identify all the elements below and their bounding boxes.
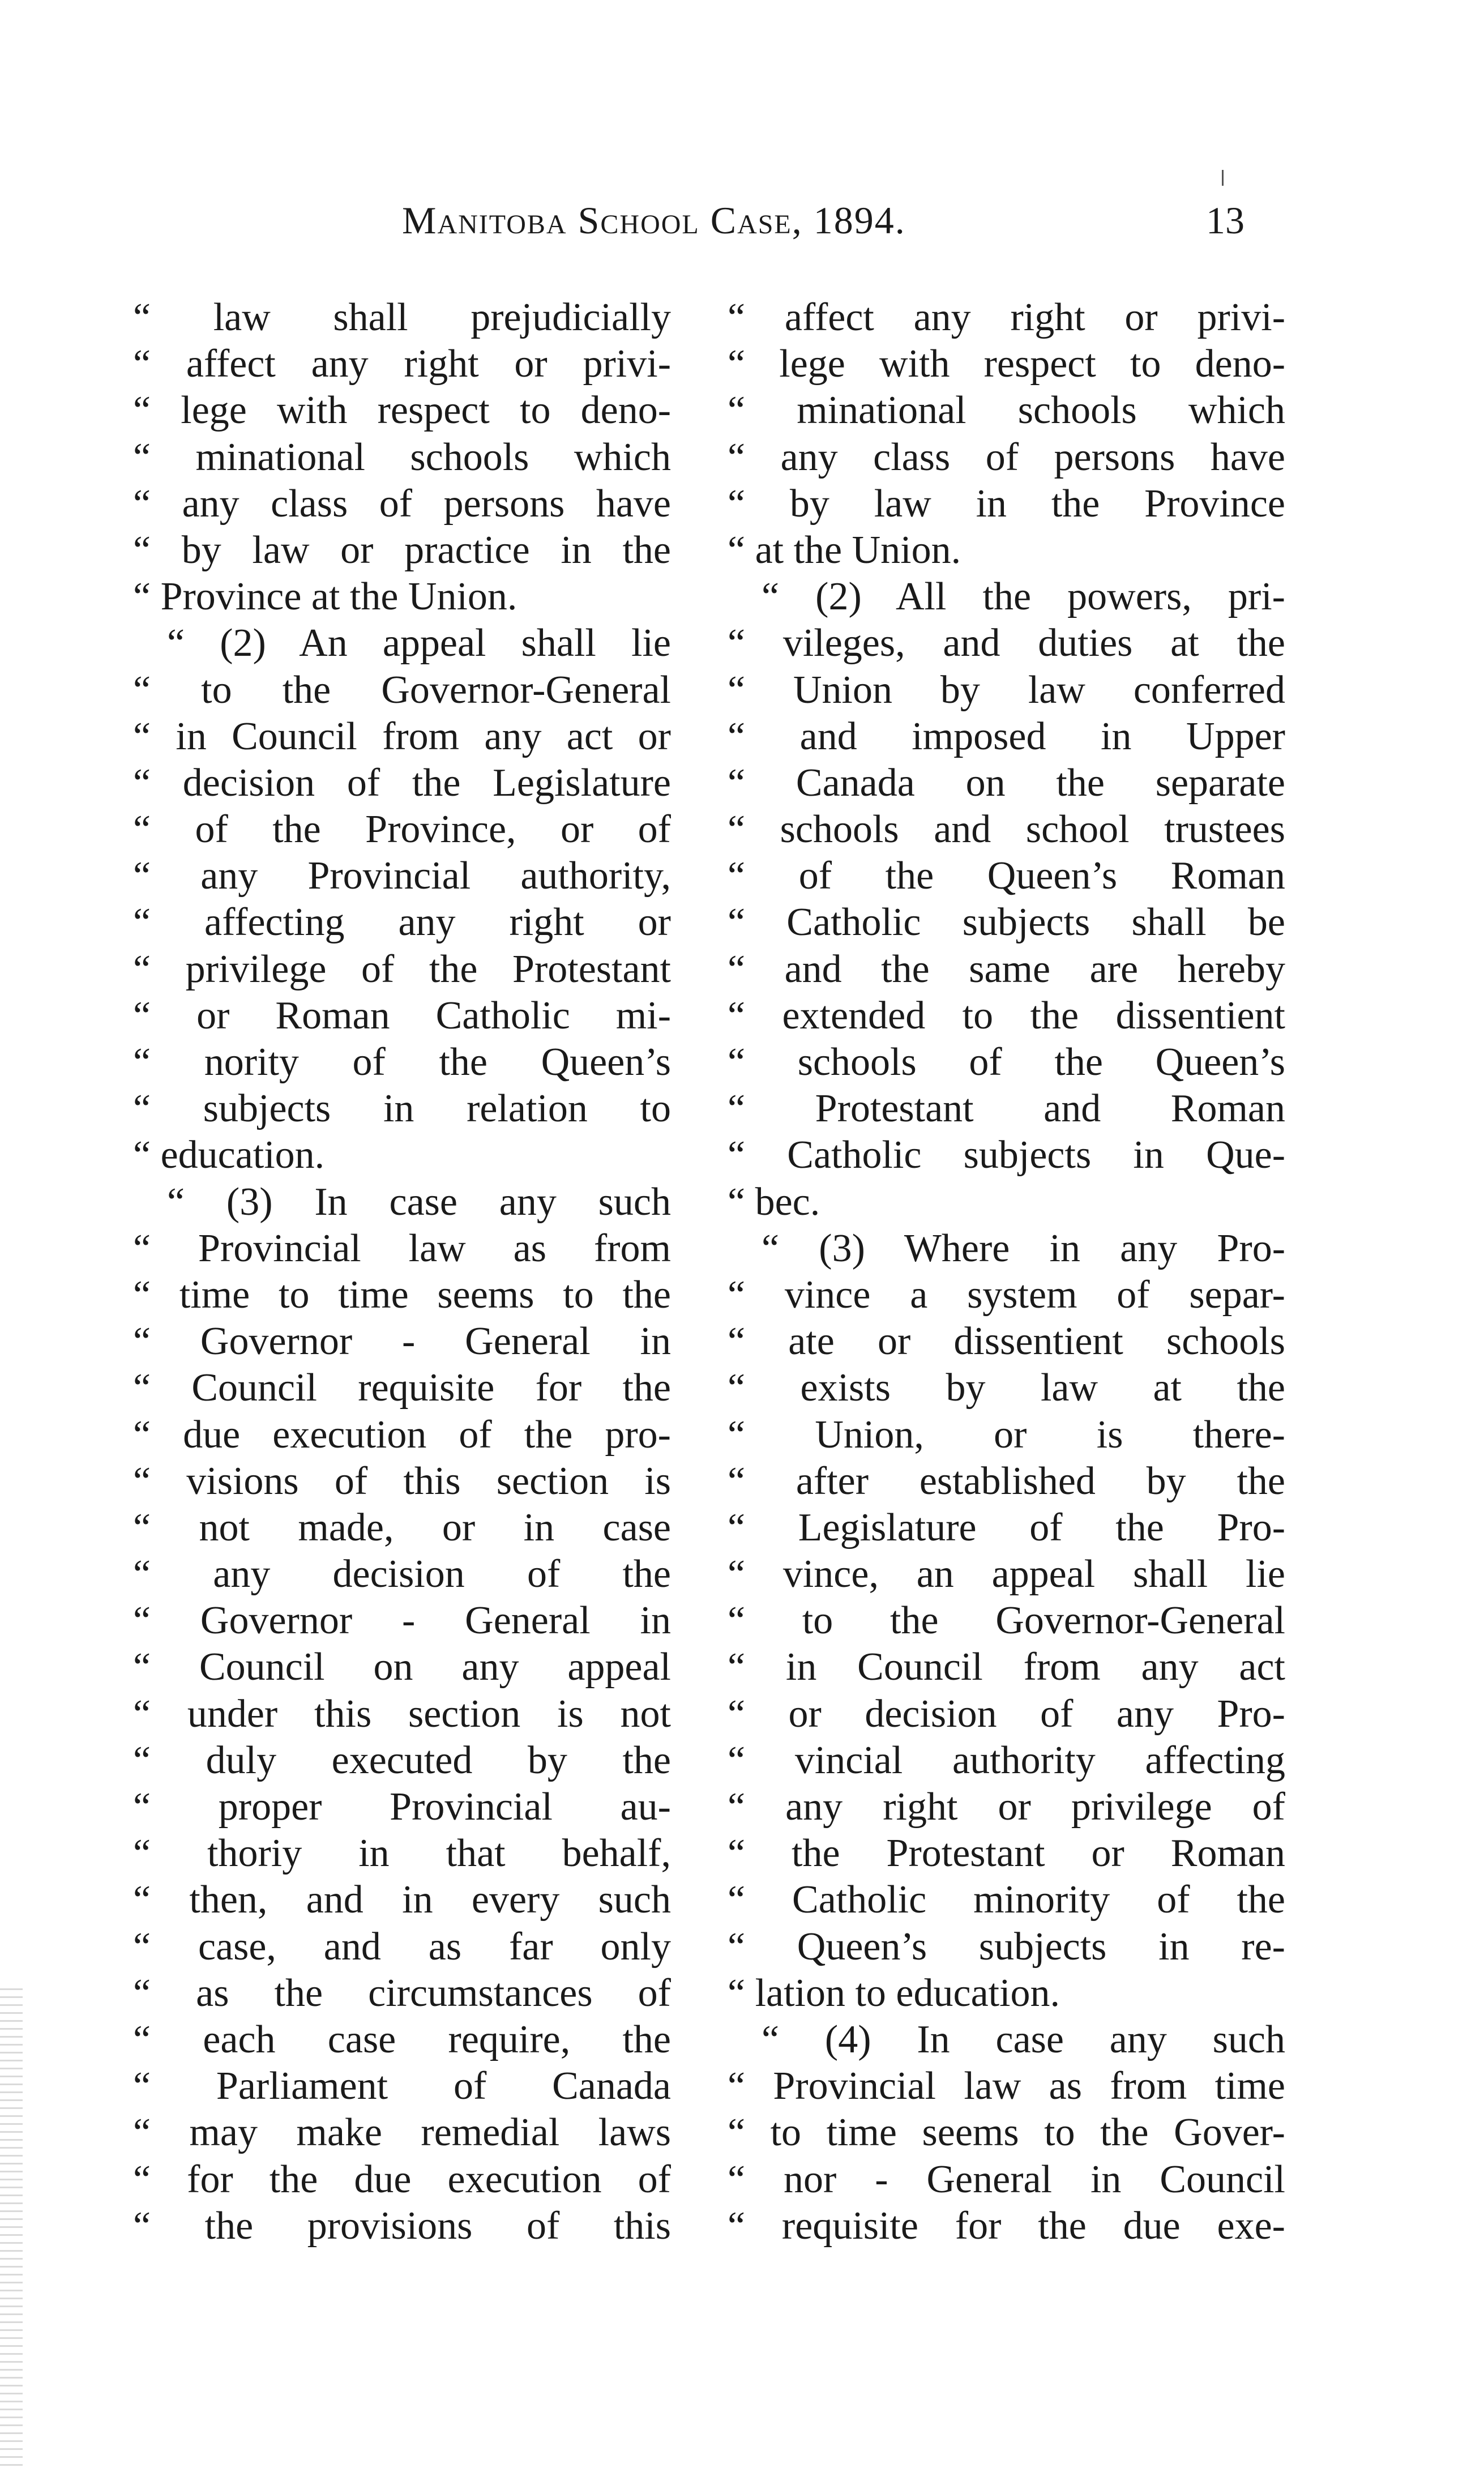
- text-line: “ under this section is not: [133, 1692, 671, 1736]
- text-line: “ any decision of the: [133, 1552, 671, 1596]
- text-line: “ Provincial law as from: [133, 1226, 671, 1270]
- running-title: Manitoba School Case, 1894.: [402, 199, 906, 242]
- text-line: “ not made, or in case: [133, 1505, 671, 1549]
- text-line: “ minational schools which: [133, 435, 671, 479]
- text-line: “ affect any right or privi-: [728, 296, 1285, 339]
- text-line: “ time to time seems to the: [133, 1273, 671, 1317]
- text-line: “ in Council from any act or: [133, 714, 671, 758]
- text-line: “ decision of the Legislature: [133, 761, 671, 805]
- text-line: “ nor - General in Council: [728, 2157, 1285, 2201]
- text-line: “ in Council from any act: [728, 1645, 1285, 1689]
- text-line: “ by law in the Province: [728, 481, 1285, 526]
- text-line: “ as the circumstances of: [133, 1971, 671, 2015]
- text-line: “ Union by law conferred: [728, 668, 1285, 712]
- text-line: “ to time seems to the Gover-: [728, 2111, 1285, 2155]
- text-line: “ affect any right or privi-: [133, 342, 671, 386]
- text-line: “ exists by law at the: [728, 1366, 1285, 1410]
- text-line: “ bec.: [728, 1180, 820, 1224]
- text-line: “ the provisions of this: [133, 2204, 671, 2248]
- text-line: “ duly executed by the: [133, 1738, 671, 1782]
- text-line: “ or Roman Catholic mi-: [133, 993, 671, 1038]
- text-line: “ (3) Where in any Pro-: [762, 1226, 1285, 1270]
- text-line: “ of the Province, or of: [133, 808, 671, 852]
- text-line: “ Union, or is there-: [728, 1412, 1285, 1457]
- text-line: “ for the due execution of: [133, 2157, 671, 2201]
- text-line: “ Council requisite for the: [133, 1366, 671, 1410]
- text-line: “ thoriy in that behalf,: [133, 1831, 671, 1876]
- margin-speckle: [0, 1982, 23, 2469]
- text-line: “ then, and in every such: [133, 1878, 671, 1922]
- text-line: “ affecting any right or: [133, 900, 671, 945]
- text-line: “ at the Union.: [728, 528, 961, 572]
- text-line: “ proper Provincial au-: [133, 1785, 671, 1829]
- text-line: “ extended to the dissentient: [728, 993, 1285, 1038]
- text-line: “ of the Queen’s Roman: [728, 854, 1285, 898]
- text-line: “ schools of the Queen’s: [728, 1040, 1285, 1084]
- text-line: “ to the Governor-General: [133, 668, 671, 712]
- text-line: “ Council on any appeal: [133, 1645, 671, 1689]
- text-line: “ (3) In case any such: [167, 1180, 671, 1224]
- text-line: “ any right or privilege of: [728, 1785, 1285, 1829]
- text-line: “ and imposed in Upper: [728, 714, 1285, 758]
- text-line: “ Protestant and Roman: [728, 1087, 1285, 1131]
- text-line: “ Parliament of Canada: [133, 2064, 671, 2108]
- text-line: “ vince a system of separ-: [728, 1273, 1285, 1317]
- print-speck: [1222, 170, 1224, 186]
- text-line: “ any class of persons have: [728, 435, 1285, 479]
- text-line: “ Province at the Union.: [133, 575, 518, 619]
- text-line: “ (4) In case any such: [762, 2017, 1285, 2061]
- running-header: [0, 198, 1484, 249]
- text-line: “ Catholic subjects in Que-: [728, 1133, 1285, 1177]
- text-line: “ each case require, the: [133, 2017, 671, 2061]
- text-line: “ vince, an appeal shall lie: [728, 1552, 1285, 1596]
- text-line: “ any Provincial authority,: [133, 854, 671, 898]
- text-line: “ Canada on the separate: [728, 761, 1285, 805]
- text-line: “ case, and as far only: [133, 1924, 671, 1969]
- text-line: “ Legislature of the Pro-: [728, 1505, 1285, 1549]
- text-line: “ nority of the Queen’s: [133, 1040, 671, 1084]
- text-line: “ privilege of the Protestant: [133, 947, 671, 991]
- text-line: “ Provincial law as from time: [728, 2064, 1285, 2108]
- text-line: “ vileges, and duties at the: [728, 621, 1285, 665]
- text-line: “ and the same are hereby: [728, 947, 1285, 991]
- text-line: “ lege with respect to deno-: [133, 388, 671, 433]
- text-line: “ by law or practice in the: [133, 528, 671, 572]
- text-line: “ due execution of the pro-: [133, 1412, 671, 1457]
- text-line: “ education.: [133, 1133, 325, 1177]
- text-line: “ lege with respect to deno-: [728, 342, 1285, 386]
- right-text-column: [728, 294, 1285, 2249]
- text-line: “ vincial authority affecting: [728, 1738, 1285, 1782]
- text-line: “ visions of this section is: [133, 1459, 671, 1503]
- text-line: “ lation to education.: [728, 1971, 1060, 2015]
- text-line: “ minational schools which: [728, 388, 1285, 433]
- text-line: “ may make remedial laws: [133, 2111, 671, 2155]
- text-line: “ Catholic subjects shall be: [728, 900, 1285, 945]
- text-line: “ requisite for the due exe-: [728, 2204, 1285, 2248]
- text-line: “ or decision of any Pro-: [728, 1692, 1285, 1736]
- text-line: “ the Protestant or Roman: [728, 1831, 1285, 1876]
- text-line: “ subjects in relation to: [133, 1087, 671, 1131]
- text-line: “ (2) An appeal shall lie: [167, 621, 671, 665]
- text-line: “ (2) All the powers, pri-: [762, 575, 1285, 619]
- text-line: “ Queen’s subjects in re-: [728, 1924, 1285, 1969]
- text-line: “ any class of persons have: [133, 481, 671, 526]
- text-line: “ Governor - General in: [133, 1599, 671, 1643]
- text-line: “ to the Governor-General: [728, 1599, 1285, 1643]
- text-line: “ Governor - General in: [133, 1320, 671, 1364]
- text-line: “ after established by the: [728, 1459, 1285, 1503]
- left-text-column: [133, 294, 671, 2249]
- text-line: “ Catholic minority of the: [728, 1878, 1285, 1922]
- text-line: “ schools and school trustees: [728, 808, 1285, 852]
- text-line: “ law shall prejudicially: [133, 296, 671, 339]
- page-number: 13: [1206, 199, 1244, 242]
- text-line: “ ate or dissentient schools: [728, 1320, 1285, 1364]
